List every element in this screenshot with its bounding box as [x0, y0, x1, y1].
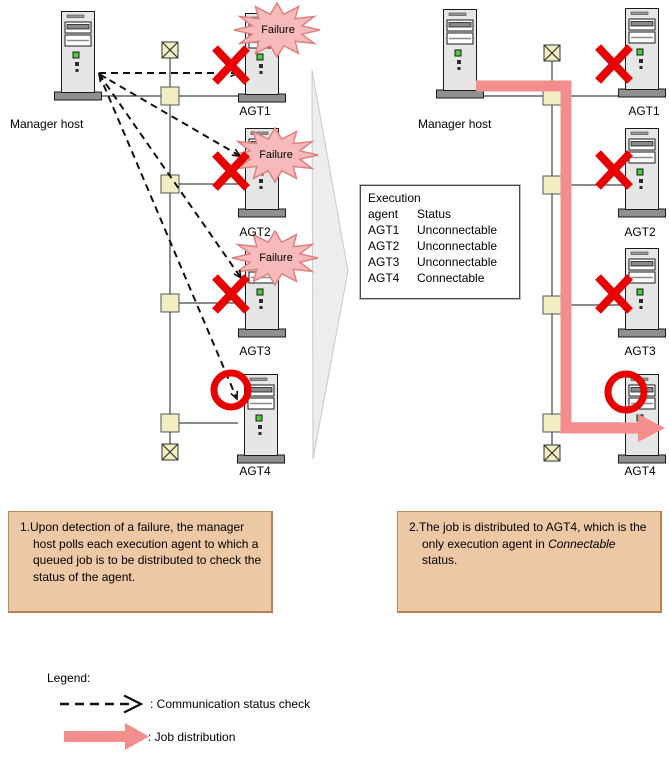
connectable-circle-icon — [214, 373, 248, 407]
legend-job-distribution-arrow — [64, 723, 149, 750]
network-node-icon — [543, 176, 561, 194]
network-node-icon — [543, 414, 561, 432]
unconnectable-x-icon — [215, 48, 247, 82]
manager-host-icon — [55, 12, 102, 101]
network-node-icon — [161, 87, 179, 105]
step2-note-box — [397, 511, 662, 613]
failure-label: Failure — [259, 149, 293, 161]
step2-note-text: 2.The job is distributed to AGT4, which is the only execution agent in Connectable status. — [409, 520, 647, 567]
legend-comm-check-arrow — [60, 696, 141, 713]
step1-note-text: 1.Upon detection of a failure, the manager host polls each execution agent to which a queued job is to be distributed to check the status of the agent. — [20, 520, 262, 584]
network-terminator-icon — [162, 444, 178, 460]
table-row: AGT4 Connectable — [368, 271, 485, 285]
agent3-computer-icon — [619, 249, 666, 338]
network-terminator-icon — [544, 45, 560, 61]
network-node-icon — [161, 414, 179, 432]
legend-comm-label: : Communication status check — [150, 697, 311, 711]
legend-job-label: : Job distribution — [148, 730, 236, 744]
step1-note-box — [8, 511, 273, 613]
table-row: AGT1 Unconnectable — [368, 223, 498, 237]
left-manager-host-label: Manager host — [10, 117, 84, 131]
right-agent1-label: AGT1 — [628, 104, 660, 118]
left-agent1-label: AGT1 — [239, 104, 271, 118]
network-node-icon — [543, 296, 561, 314]
agent2-computer-icon — [619, 129, 666, 218]
network-terminator-icon — [544, 445, 560, 461]
legend-title: Legend: — [47, 671, 91, 685]
failure-label: Failure — [261, 24, 295, 36]
transition-arrow — [312, 70, 348, 459]
left-agent2-label: AGT2 — [239, 225, 271, 239]
table-header-line1: Execution — [368, 191, 421, 205]
right-manager-host-label: Manager host — [418, 117, 492, 131]
failure-label: Failure — [259, 252, 293, 264]
right-agent2-label: AGT2 — [624, 225, 656, 239]
left-agent3-label: AGT3 — [239, 344, 271, 358]
execution-agent-status-table — [360, 185, 520, 299]
table-row: AGT2 Unconnectable — [368, 239, 498, 253]
right-agent4-label: AGT4 — [624, 464, 656, 478]
network-node-icon — [161, 294, 179, 312]
table-header-line2: agent Status — [368, 207, 452, 221]
left-agent4-label: AGT4 — [239, 464, 271, 478]
right-agent3-label: AGT3 — [624, 344, 656, 358]
unconnectable-x-icon — [215, 154, 247, 188]
unconnectable-x-icon — [215, 277, 247, 311]
table-row: AGT3 Unconnectable — [368, 255, 498, 269]
network-terminator-icon — [162, 42, 178, 58]
